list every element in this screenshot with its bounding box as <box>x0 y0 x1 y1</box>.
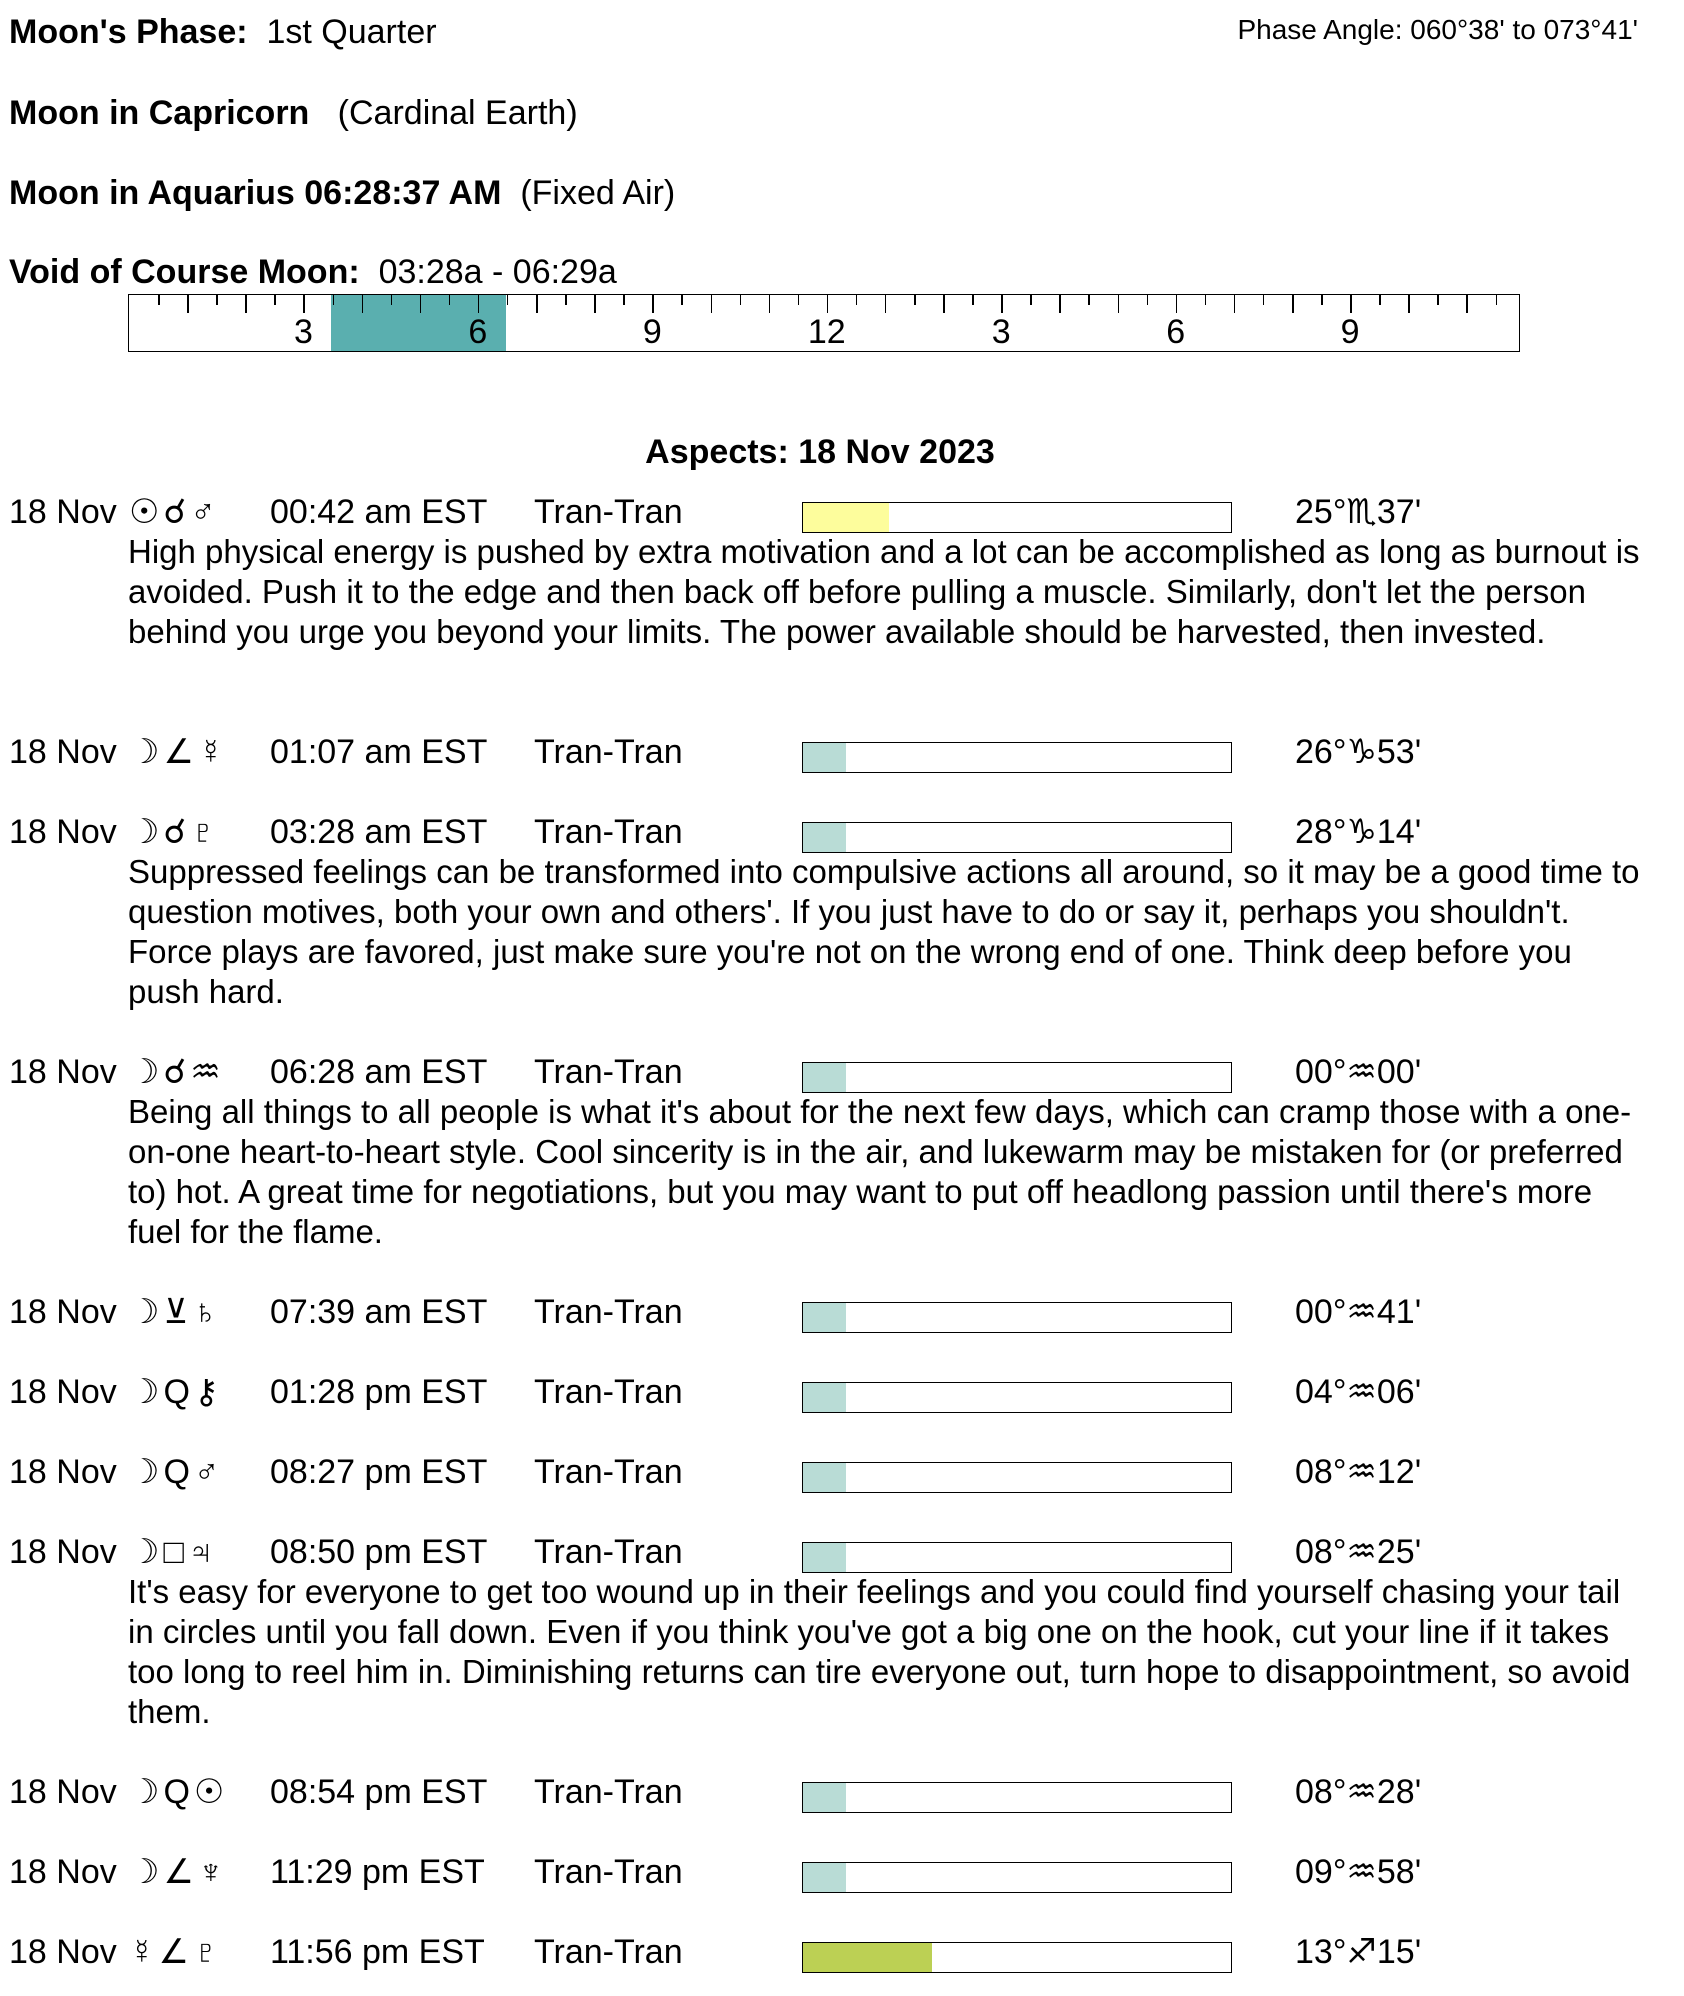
timeline-tick <box>740 295 742 305</box>
aspect-entry <box>9 1452 1649 1492</box>
aspect-type: Tran-Tran <box>534 1533 683 1571</box>
aspect-strength-bar <box>802 1942 1232 1973</box>
timeline-tick <box>943 295 945 313</box>
aspect-row <box>9 492 1649 532</box>
aspect-row <box>9 1372 1649 1412</box>
aspect-date: 18 Nov <box>9 1293 117 1331</box>
aspect-glyphs: ☽∠♆ <box>129 1853 228 1891</box>
voc-timeline <box>128 294 1520 352</box>
timeline-hour-label: 9 <box>642 313 662 351</box>
aspect-position: 13°♐15' <box>1295 1933 1422 1971</box>
timeline-tick <box>333 295 335 305</box>
timeline-tick <box>216 295 218 305</box>
timeline-tick <box>798 295 800 305</box>
aspect-row <box>9 1532 1649 1572</box>
timeline-tick <box>885 295 887 313</box>
timeline-tick <box>1234 295 1236 313</box>
aspect-glyphs: ☽Q☉ <box>129 1773 229 1811</box>
aspect-time: 01:28 pm EST <box>270 1373 488 1411</box>
aspect-position: 04°♒06' <box>1295 1373 1422 1411</box>
timeline-tick <box>594 295 596 313</box>
timeline-tick <box>1408 295 1410 313</box>
aspect-glyphs: ☽Q⚷ <box>129 1373 223 1411</box>
aspect-row <box>9 1292 1649 1332</box>
aspect-date: 18 Nov <box>9 813 117 851</box>
timeline-hour-label: 3 <box>293 313 313 351</box>
aspect-row <box>9 1852 1649 1892</box>
timeline-tick <box>478 295 480 313</box>
timeline-tick <box>187 295 189 313</box>
aspect-strength-bar <box>802 742 1232 773</box>
aspect-type: Tran-Tran <box>534 1453 683 1491</box>
aspect-type: Tran-Tran <box>534 1373 683 1411</box>
aspect-position: 25°♏37' <box>1295 493 1422 531</box>
timeline-tick <box>565 295 567 305</box>
timeline-tick <box>158 295 160 305</box>
aspect-date: 18 Nov <box>9 1533 117 1571</box>
aspect-entry <box>9 1932 1649 1972</box>
aspect-date: 18 Nov <box>9 493 117 531</box>
aspect-row <box>9 1452 1649 1492</box>
moon-phase-label: Moon's Phase: <box>9 13 248 51</box>
aspect-glyphs: ☽Q♂ <box>129 1453 224 1491</box>
aspect-strength-fill <box>803 1543 846 1572</box>
aspect-type: Tran-Tran <box>534 1293 683 1331</box>
timeline-tick <box>362 295 364 313</box>
aspect-glyphs: ☽☌♒ <box>129 1053 225 1091</box>
timeline-tick <box>1379 295 1381 305</box>
timeline-tick <box>536 295 538 313</box>
timeline-tick <box>1321 295 1323 305</box>
aspect-row <box>9 732 1649 772</box>
aspect-strength-bar <box>802 822 1232 853</box>
aspect-entry <box>9 1052 1649 1252</box>
moon-ingress-line <box>9 173 675 213</box>
aspect-entry <box>9 1852 1649 1892</box>
aspect-row <box>9 1932 1649 1972</box>
aspect-glyphs: ☽⊻♄ <box>129 1293 222 1331</box>
timeline-tick <box>303 295 305 313</box>
aspect-time: 06:28 am EST <box>270 1053 488 1091</box>
aspect-date: 18 Nov <box>9 1773 117 1811</box>
aspect-glyphs: ☉☌♂ <box>129 493 220 531</box>
moon-ingress-label: Moon in Aquarius 06:28:37 AM <box>9 174 502 212</box>
aspect-strength-bar <box>802 1462 1232 1493</box>
timeline-tick <box>1263 295 1265 305</box>
aspect-time: 08:27 pm EST <box>270 1453 488 1491</box>
aspect-type: Tran-Tran <box>534 1933 683 1971</box>
aspect-strength-bar <box>802 1382 1232 1413</box>
aspect-strength-bar <box>802 1862 1232 1893</box>
timeline-tick <box>1437 295 1439 305</box>
aspect-description: It's easy for everyone to get too wound up in their feelings and you could find yourself chasing your tail in circles until you fall down. Even if you think you've got a big one on the hook, cut your line if it takes too long to reel him in. Diminishing returns can tire everyone out, turn hope to disappointment, so avoid them. <box>128 1573 1631 1730</box>
timeline-tick <box>1466 295 1468 313</box>
aspect-position: 08°♒25' <box>1295 1533 1422 1571</box>
aspect-position: 26°♑53' <box>1295 733 1422 771</box>
timeline-tick <box>623 295 625 305</box>
aspect-row <box>9 1052 1649 1092</box>
aspect-entry <box>9 1292 1649 1332</box>
aspect-time: 11:56 pm EST <box>270 1933 485 1971</box>
timeline-tick <box>1205 295 1207 305</box>
aspect-time: 03:28 am EST <box>270 813 488 851</box>
moon-phase-line <box>9 12 437 52</box>
aspect-position: 00°♒41' <box>1295 1293 1422 1331</box>
timeline-hour-label: 9 <box>1340 313 1360 351</box>
timeline-hour-label: 6 <box>1166 313 1186 351</box>
aspect-strength-bar <box>802 1542 1232 1573</box>
aspect-strength-fill <box>803 823 846 852</box>
aspect-time: 07:39 am EST <box>270 1293 488 1331</box>
aspect-strength-fill <box>803 1463 846 1492</box>
aspect-type: Tran-Tran <box>534 1773 683 1811</box>
aspect-entry <box>9 1772 1649 1812</box>
timeline-tick <box>1496 295 1498 305</box>
aspect-description: Being all things to all people is what it's about for the next few days, which can cramp those with a one-on-one heart-to-heart style. Cool sincerity is in the air, and lukewarm may be mistaken for (or preferred to) hot. A great time for negotiations, but you may want to put off headlong passion until there's more fuel for the flame. <box>128 1093 1632 1250</box>
aspect-date: 18 Nov <box>9 1453 117 1491</box>
moon-ingress-element: (Fixed Air) <box>520 174 676 212</box>
voc-label: Void of Course Moon: <box>9 253 360 291</box>
aspect-glyphs: ☽☌♇ <box>129 813 220 851</box>
aspect-strength-fill <box>803 503 889 532</box>
aspect-entry <box>9 1372 1649 1412</box>
timeline-tick <box>449 295 451 305</box>
timeline-tick <box>914 295 916 305</box>
aspect-glyphs: ☿∠♇ <box>129 1933 223 1971</box>
timeline-tick <box>245 295 247 313</box>
timeline-tick <box>856 295 858 305</box>
aspect-time: 08:50 pm EST <box>270 1533 488 1571</box>
timeline-tick <box>1001 295 1003 313</box>
timeline-tick <box>1088 295 1090 305</box>
aspect-type: Tran-Tran <box>534 493 683 531</box>
timeline-tick <box>507 295 509 305</box>
aspect-strength-fill <box>803 1943 932 1972</box>
timeline-tick <box>1118 295 1120 313</box>
aspect-time: 08:54 pm EST <box>270 1773 488 1811</box>
aspect-date: 18 Nov <box>9 1933 117 1971</box>
aspect-entry <box>9 1532 1649 1732</box>
timeline-tick <box>1292 295 1294 313</box>
timeline-tick <box>1059 295 1061 313</box>
aspect-type: Tran-Tran <box>534 1053 683 1091</box>
aspect-time: 01:07 am EST <box>270 733 488 771</box>
aspect-strength-fill <box>803 1783 846 1812</box>
aspect-glyphs: ☽∠☿ <box>129 733 228 771</box>
moon-phase-value: 1st Quarter <box>266 13 437 51</box>
timeline-tick <box>1147 295 1149 305</box>
timeline-tick <box>1030 295 1032 305</box>
moon-sign-label: Moon in Capricorn <box>9 94 310 132</box>
aspect-strength-fill <box>803 743 846 772</box>
aspect-entry <box>9 732 1649 772</box>
timeline-tick <box>681 295 683 305</box>
timeline-tick <box>391 295 393 305</box>
aspect-type: Tran-Tran <box>534 813 683 851</box>
timeline-hour-label: 3 <box>991 313 1011 351</box>
aspect-strength-bar <box>802 1062 1232 1093</box>
aspect-entry <box>9 812 1649 1012</box>
aspect-type: Tran-Tran <box>534 733 683 771</box>
aspect-description: Suppressed feelings can be transformed into compulsive actions all around, so it may be a good time to question motives, both your own and others'. If you just have to do or say it, perhaps you shouldn't. Force plays are favored, just make sure you're not on the wrong end of one. Think deep before you push hard. <box>128 853 1640 1010</box>
aspect-date: 18 Nov <box>9 1853 117 1891</box>
timeline-tick <box>769 295 771 313</box>
aspect-entry <box>9 492 1649 652</box>
aspect-position: 09°♒58' <box>1295 1853 1422 1891</box>
aspect-date: 18 Nov <box>9 1373 117 1411</box>
aspect-position: 08°♒28' <box>1295 1773 1422 1811</box>
aspect-strength-bar <box>802 1782 1232 1813</box>
aspect-strength-bar <box>802 502 1232 533</box>
aspect-strength-bar <box>802 1302 1232 1333</box>
aspect-strength-fill <box>803 1303 846 1332</box>
aspect-strength-fill <box>803 1863 846 1892</box>
timeline-tick <box>1176 295 1178 313</box>
aspect-position: 00°♒00' <box>1295 1053 1422 1091</box>
timeline-tick <box>652 295 654 313</box>
aspect-row <box>9 812 1649 852</box>
aspect-row <box>9 1772 1649 1812</box>
moon-sign-element: (Cardinal Earth) <box>337 94 578 132</box>
timeline-tick <box>420 295 422 313</box>
voc-value: 03:28a - 06:29a <box>378 253 617 291</box>
timeline-hour-label: 12 <box>807 313 846 351</box>
aspect-type: Tran-Tran <box>534 1853 683 1891</box>
aspect-position: 28°♑14' <box>1295 813 1422 851</box>
aspect-date: 18 Nov <box>9 1053 117 1091</box>
phase-angle: Phase Angle: 060°38' to 073°41' <box>1237 14 1638 45</box>
timeline-tick <box>711 295 713 313</box>
aspect-time: 11:29 pm EST <box>270 1853 485 1891</box>
aspect-date: 18 Nov <box>9 733 117 771</box>
voc-line <box>9 252 617 292</box>
aspects-title: Aspects: 18 Nov 2023 <box>645 433 995 471</box>
aspect-description: High physical energy is pushed by extra motivation and a lot can be accomplished as long as burnout is avoided. Push it to the edge and then back off before pulling a muscle. Similarly, don't let the person behind you urge you beyond your limits. The power available should be harvested, then invested. <box>128 533 1640 650</box>
aspect-time: 00:42 am EST <box>270 493 488 531</box>
timeline-tick <box>1350 295 1352 313</box>
timeline-tick <box>274 295 276 305</box>
aspect-strength-fill <box>803 1383 846 1412</box>
timeline-tick <box>972 295 974 305</box>
timeline-hour-label: 6 <box>468 313 488 351</box>
moon-sign-line <box>9 93 578 133</box>
timeline-tick <box>827 295 829 313</box>
aspect-glyphs: ☽□♃ <box>129 1533 218 1571</box>
aspect-strength-fill <box>803 1063 846 1092</box>
aspect-position: 08°♒12' <box>1295 1453 1422 1491</box>
